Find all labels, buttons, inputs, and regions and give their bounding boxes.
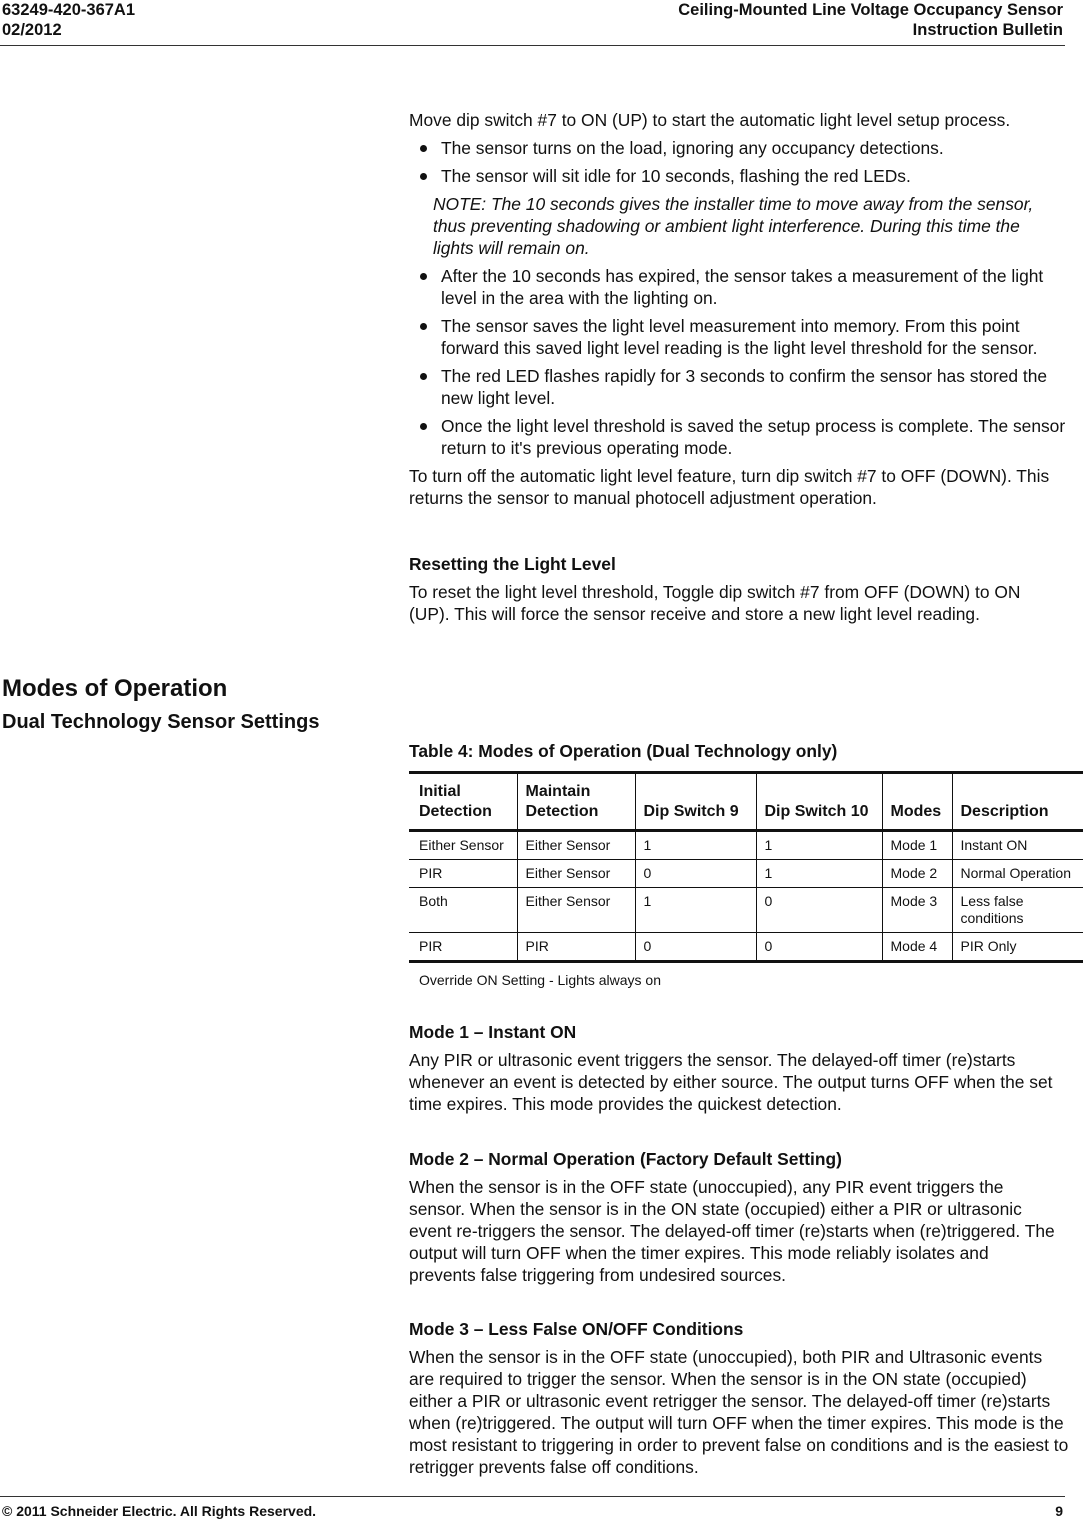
turn-off-text: To turn off the automatic light level feature, turn dip switch #7 to OFF (DOWN). This returns the sensor to manual photocell adjustment operation.: [409, 466, 1050, 508]
bullet: After the 10 seconds has expired, the sensor takes a measurement of the light level in the area with the lighting on.: [409, 265, 1054, 309]
mode-text: Any PIR or ultrasonic event triggers the sensor. The delayed-off timer (re)starts whenever an event is detected by either source. The output turns OFF when the set time expires. This mode provides the quickest detection.: [409, 1050, 1053, 1114]
table-cell: PIR: [409, 933, 517, 962]
column-header: Initial Detection: [409, 773, 517, 831]
table-cell: Instant ON: [952, 831, 1083, 860]
mode-3-section: [409, 1318, 1069, 1478]
table-cell: PIR: [409, 860, 517, 888]
table-cell: 0: [756, 933, 882, 962]
table-caption: Table 4: Modes of Operation (Dual Technology only): [409, 741, 838, 761]
table-row: [409, 888, 1083, 933]
table-cell: Either Sensor: [517, 888, 635, 933]
note-text: NOTE: The 10 seconds gives the installer time to move away from the sensor, thus preventing shadowing or ambient light interference. During this time the lights will remain on.: [433, 194, 1034, 258]
table-cell: 1: [635, 831, 756, 860]
doc-subtitle: Instruction Bulletin: [912, 21, 1063, 39]
table-cell: Mode 4: [882, 933, 952, 962]
table-cell: Either Sensor: [409, 831, 517, 860]
table-cell: PIR: [517, 933, 635, 962]
table-cell: Normal Operation: [952, 860, 1083, 888]
table-cell: Mode 1: [882, 831, 952, 860]
reset-text: To reset the light level threshold, Toggle dip switch #7 from OFF (DOWN) to ON (UP). This will force the sensor receive and store a new light level reading.: [409, 582, 1021, 624]
table-cell: 1: [635, 888, 756, 933]
table-row: [409, 860, 1083, 888]
column-header: Modes: [882, 773, 952, 831]
table-cell: 0: [756, 888, 882, 933]
column-header: Dip Switch 9: [635, 773, 756, 831]
table-section: [409, 740, 1069, 991]
bullet: The sensor turns on the load, ignoring any occupancy detections.: [409, 137, 1069, 159]
table-cell: 1: [756, 860, 882, 888]
bullet: Once the light level threshold is saved the setup process is complete. The sensor return to it's previous operating mode.: [409, 415, 1069, 459]
mode-heading: Mode 3 – Less False ON/OFF Conditions: [409, 1319, 744, 1339]
intro-text: Move dip switch #7 to ON (UP) to start the automatic light level setup process.: [409, 110, 1011, 130]
table-cell: 1: [756, 831, 882, 860]
doc-number: 63249-420-367A1: [2, 1, 136, 19]
mode-2-section: [409, 1148, 1059, 1286]
reset-heading: Resetting the Light Level: [409, 554, 616, 574]
setup-section: [409, 109, 1069, 509]
doc-title: Ceiling-Mounted Line Voltage Occupancy Sensor: [678, 1, 1063, 19]
column-header: Description: [952, 773, 1083, 831]
mode-heading: Mode 1 – Instant ON: [409, 1022, 577, 1042]
table-cell: PIR Only: [952, 933, 1083, 962]
table-cell: Mode 2: [882, 860, 952, 888]
section-subtitle: Dual Technology Sensor Settings: [2, 711, 320, 733]
table-footnote: Override ON Setting - Lights always on: [419, 972, 661, 988]
table-cell: Either Sensor: [517, 860, 635, 888]
section-title: Modes of Operation: [2, 675, 228, 702]
column-header: Maintain Detection: [517, 773, 635, 831]
header-right: [678, 0, 1063, 40]
table-header-row: [409, 773, 1083, 831]
table-cell: Both: [409, 888, 517, 933]
table-row: [409, 933, 1083, 962]
copyright: © 2011 Schneider Electric. All Rights Reserved.: [2, 1503, 317, 1519]
modes-table: [409, 771, 1083, 963]
footer-rule: [0, 1496, 1065, 1497]
table-cell: Less false conditions: [952, 888, 1083, 933]
mode-text: When the sensor is in the OFF state (unoccupied), both PIR and Ultrasonic events are required to trigger the sensor. When the sensor is in the ON state (occupied) either a PIR or ultrasonic event retrigger the sensor. The delayed-off timer (re)starts when (re)triggered. The output will turn OFF when the timer expires. This mode is the most resistant to triggering in order to prevent false on conditions and is the easiest to retrigger prevents false off conditions.: [409, 1347, 1069, 1477]
mode-text: When the sensor is in the OFF state (unoccupied), any PIR event triggers the sensor. When the sensor is in the ON state (occupied) either a PIR or ultrasonic event re-triggers the sensor. The delayed-off timer (re)starts when (re)triggered. The output will turn OFF when the timer expires. This mode reliably isolates and prevents false triggering from undesired sources.: [409, 1177, 1055, 1285]
header-rule: [0, 45, 1065, 46]
bullet: The red LED flashes rapidly for 3 seconds to confirm the sensor has stored the new light level.: [409, 365, 1069, 409]
mode-heading: Mode 2 – Normal Operation (Factory Default Setting): [409, 1149, 842, 1169]
table-cell: Either Sensor: [517, 831, 635, 860]
table-cell: 0: [635, 933, 756, 962]
bullet: The sensor saves the light level measurement into memory. From this point forward this saved light level reading is the light level threshold for the sensor.: [409, 315, 1039, 359]
table-cell: Mode 3: [882, 888, 952, 933]
table-cell: 0: [635, 860, 756, 888]
mode-1-section: [409, 1021, 1064, 1115]
table-row: [409, 831, 1083, 860]
reset-section: [409, 553, 1064, 625]
bullet: The sensor will sit idle for 10 seconds, flashing the red LEDs.: [409, 165, 1069, 187]
header-left: [2, 0, 135, 40]
doc-date: 02/2012: [2, 21, 62, 39]
column-header: Dip Switch 10: [756, 773, 882, 831]
page-number: 9: [1055, 1503, 1063, 1519]
